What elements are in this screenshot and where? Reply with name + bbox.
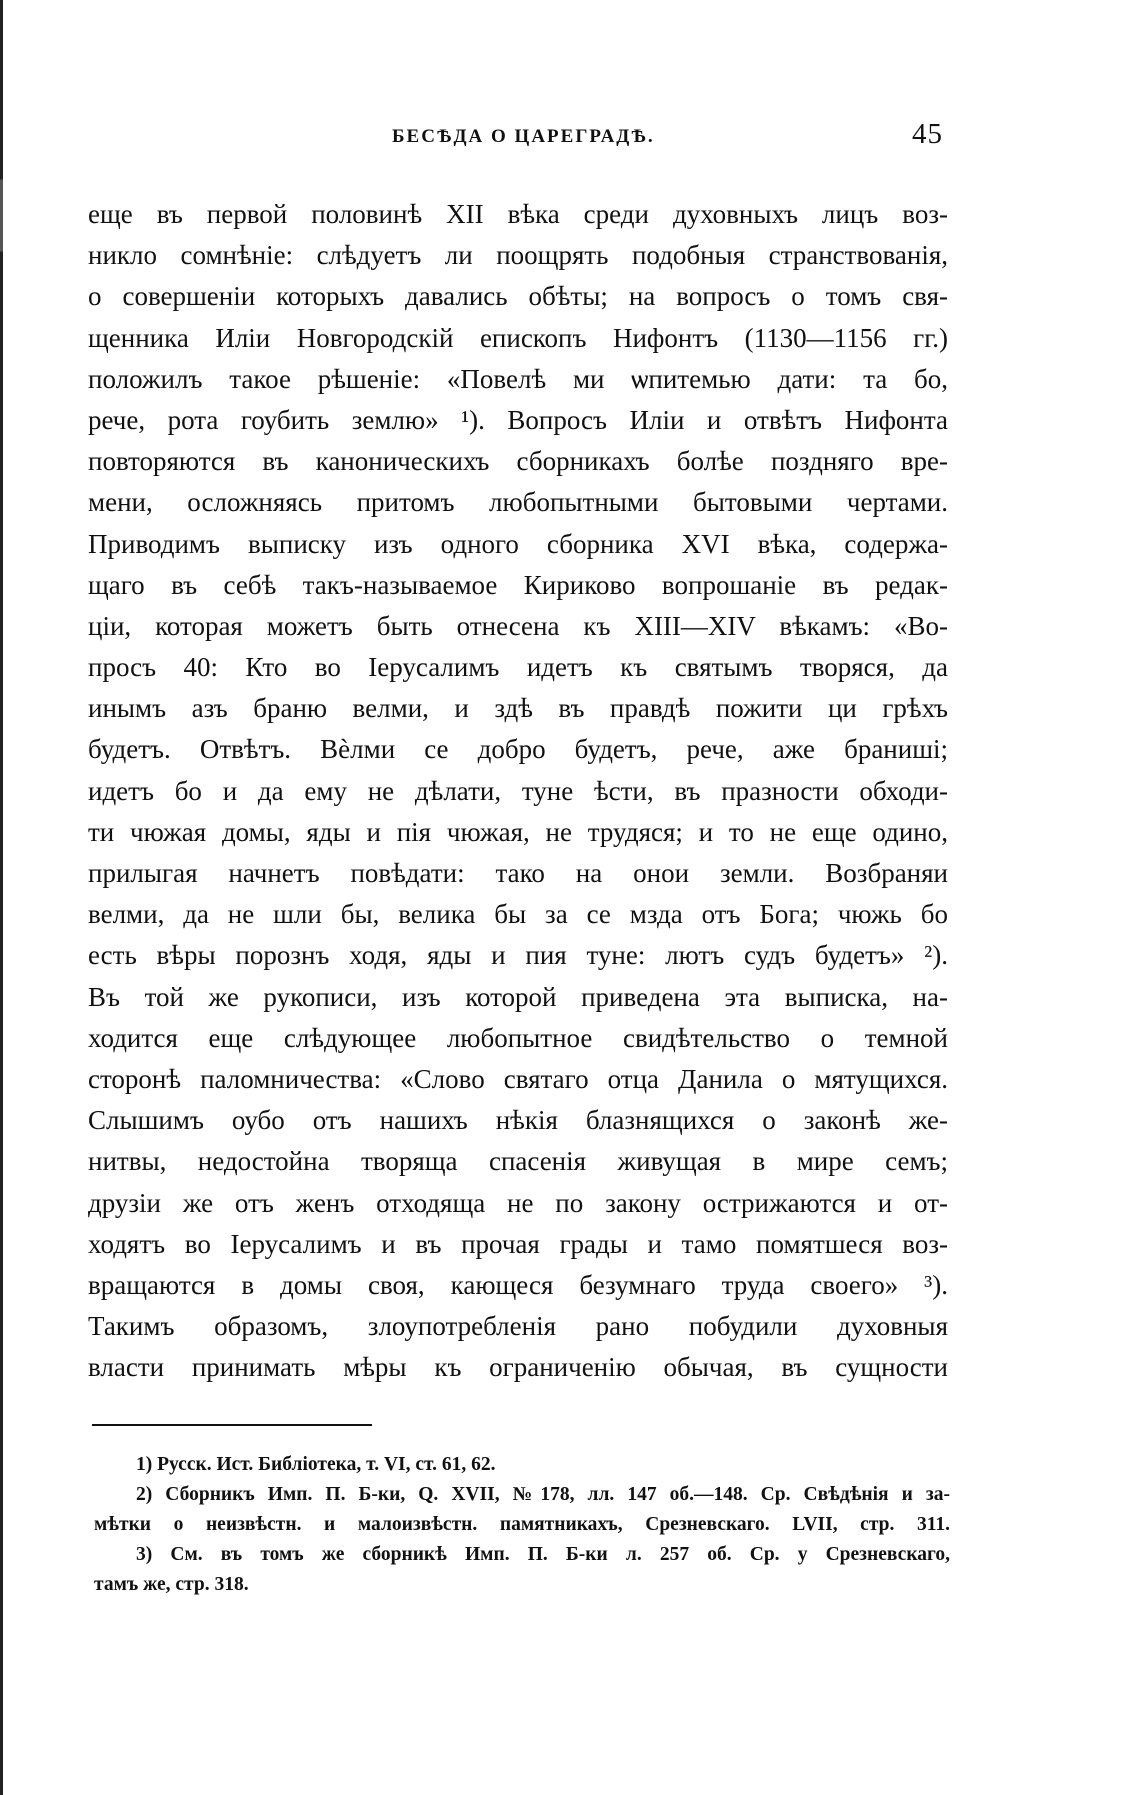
text-line: власти принимать мѣры къ ограниченію обычая, въ сущности [88, 1352, 948, 1383]
text-line: ходится еще слѣдующее любопытное свидѣтельство о темной [88, 1022, 948, 1053]
page-header [0, 118, 1140, 158]
footnote-3-continued: тамъ же, стр. 318. [94, 1574, 249, 1595]
page-number: 45 [912, 118, 943, 150]
running-title: БЕСѢДА О ЦАРЕГРАДѢ. [392, 126, 655, 147]
text-line: инымъ азъ браню велми, и здѣ въ правдѣ пожити ци грѣхъ [88, 693, 948, 724]
footnote-3: 3) См. въ томъ же сборникѣ Имп. П. Б-ки л. 257 об. Ср. у Срезневскаго, [136, 1544, 950, 1565]
text-line: есть вѣры порознъ ходя, яды и пия туне: лютъ судъ будетъ» ²). [88, 940, 948, 971]
text-line: прилыгая начнетъ повѣдати: тако на онои земли. Возбраняи [88, 858, 948, 888]
text-line: повторяются въ каноническихъ сборникахъ болѣе поздняго вре- [88, 446, 948, 477]
text-line: щаго въ себѣ такъ-называемое Кириково вопрошаніе въ редак- [88, 569, 948, 600]
text-line: будетъ. Отвѣтъ. Вѐлми се добро будетъ, рече, аже бранишi; [88, 734, 948, 765]
text-line: ходятъ во Іерусалимъ и въ прочая грады и тамо помятшеся воз- [88, 1228, 948, 1259]
footnotes [94, 1450, 950, 1600]
text-line: Слышимъ оубо отъ нашихъ нѣкія блазнящихся о законѣ же- [88, 1105, 948, 1136]
text-line: мени, осложняясь притомъ любопытными бытовыми чертами. [88, 487, 948, 518]
footnote-2-continued: мѣтки о неизвѣстн. и малоизвѣстн. памятникахъ, Срезневскаго. LVII, стр. 311. [94, 1514, 950, 1535]
text-line: сторонѣ паломничества: «Слово святаго отца Данила о мятущихся. [88, 1063, 948, 1094]
text-line: еще въ первой половинѣ XII вѣка среди духовныхъ лицъ воз- [88, 199, 948, 229]
footnote-rule [92, 1424, 372, 1426]
text-line: Приводимъ выписку изъ одного сборника XVI вѣка, содержа- [88, 528, 948, 559]
text-line: положилъ такое рѣшеніе: «Повелѣ ми ѡпитемью дати: та бо, [88, 363, 948, 394]
text-line: вращаются в домы своя, кающеся безумнаго труда своего» ³). [88, 1269, 948, 1300]
text-line: велми, да не шли бы, велика бы за се мзда отъ Бога; чюжь бо [88, 899, 948, 930]
text-line: идетъ бо и да ему не дѣлати, туне ѣсти, въ празности обходи- [88, 775, 948, 806]
text-line: Такимъ образомъ, злоупотребленія рано побудили духовныя [88, 1311, 948, 1342]
text-line: рече, рота гоубить землю» ¹). Вопросъ Иліи и отвѣтъ Нифонта [88, 404, 948, 435]
text-line: ціи, которая можетъ быть отнесена къ XIII—XIV вѣкамъ: «Во- [88, 610, 948, 641]
scan-edge [0, 0, 3, 1795]
text-line: просъ 40: Кто во Іерусалимъ идетъ къ святымъ творяся, да [88, 652, 948, 683]
body-text [88, 194, 948, 1388]
text-line: нитвы, недостойна творяща спасенія живущая в мире семъ; [88, 1146, 948, 1177]
footnote-2: 2) Сборникъ Имп. П. Б-ки, Q. XVII, №178, лл. 147 об.—148. Ср. Свѣдѣнія и за- [136, 1484, 950, 1505]
text-line: друзіи же отъ женъ отходяща не по закону острижаются и от- [88, 1187, 948, 1218]
text-line: никло сомнѣніе: слѣдуетъ ли поощрять подобныя странствованія, [88, 240, 948, 271]
text-line: ти чюжая домы, яды и пія чюжая, не трудяся; и то не еще одино, [88, 816, 948, 847]
text-line: о совершеніи которыхъ давались обѣты; на вопросъ о томъ свя- [88, 281, 948, 312]
text-line: Въ той же рукописи, изъ которой приведена эта выписка, на- [88, 981, 948, 1012]
text-line: щенника Иліи Новгородскій епископъ Нифонтъ (1130—1156 гг.) [88, 322, 948, 353]
footnote-1: 1) Русск. Ист. Библіотека, т. VI, ст. 61, 62. [136, 1454, 496, 1475]
